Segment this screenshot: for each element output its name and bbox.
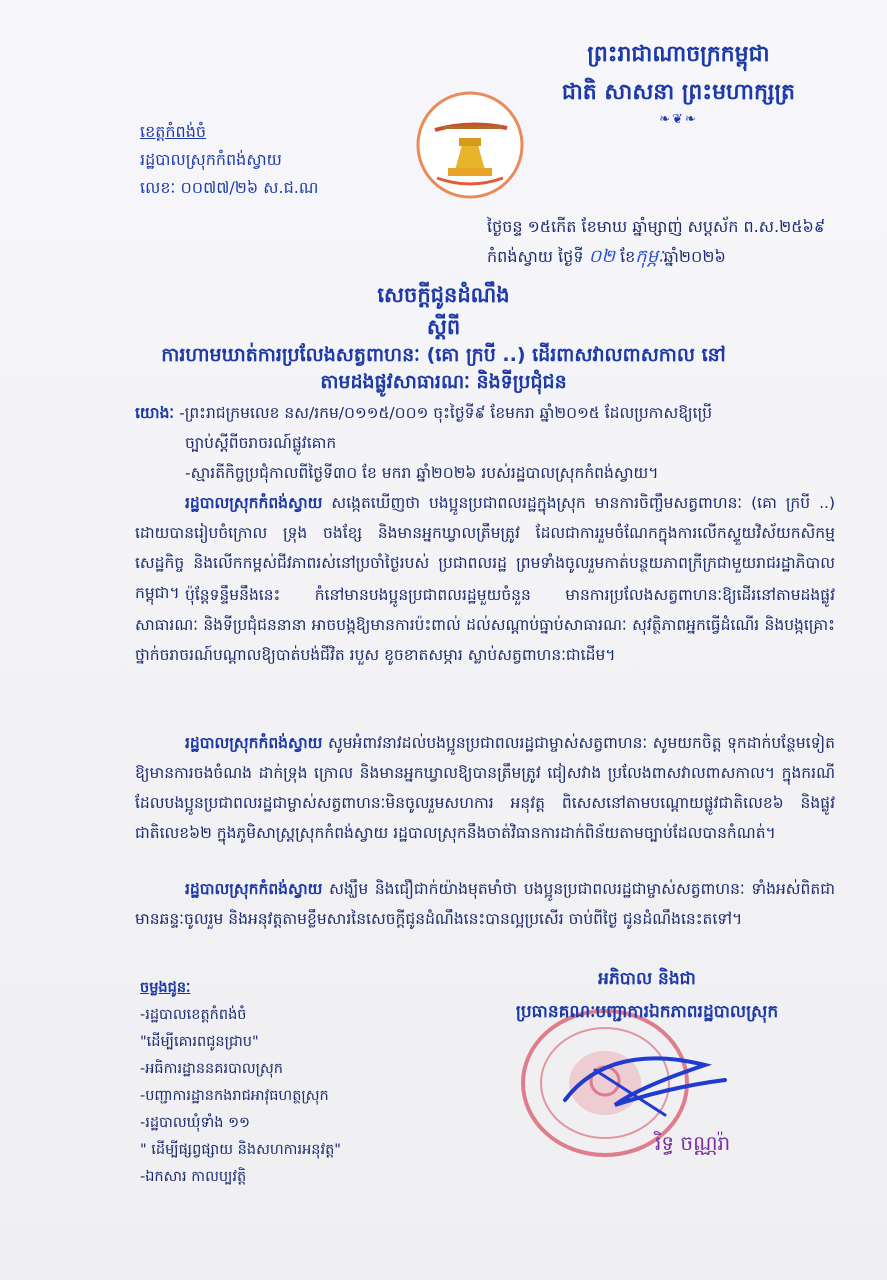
kingdom-header <box>562 40 795 127</box>
subject-line-2: តាមដងផ្លូវសាធារណៈ និងទីប្រជុំជន <box>320 371 567 393</box>
cc-item: -រដ្ឋបាលខេត្តកំពង់ចំ <box>140 1007 247 1023</box>
cc-item: "ដើម្បីគោរពជូនជ្រាប" <box>140 1034 259 1050</box>
signer-name: រិទ្ធ ចណ្ណរ៉ា <box>655 1131 731 1155</box>
kingdom-title: ព្រះរាជាណាចក្រកម្ពុជា <box>587 42 770 67</box>
district-emblem-icon <box>415 90 525 200</box>
paragraph-1: រដ្ឋបាលស្រុកកំពង់ស្វាយ សង្កេតឃើញថា បងប្អូនប្រជាពលរដ្ឋក្នុងស្រុក មានការចិញ្ចឹមសត្វពាហនៈ (គោ ក្របី ..) ដោយបានរៀបចំក្រោល ទ្រុង ចងខ្សែ និងមានអ្នកឃ្វាលត្រឹមត្រូវ ដែលជាការរួមចំណែកក្នុងការលើកស្ទួយវិស័យកសិកម្ម សេដ្ឋកិច្ច និងលើកកម្ពស់ជីវភាពរស់នៅប្រចាំថ្ងៃរបស់ ប្រជាពលរដ្ឋ ព្រមទាំងចូលរួមកាត់បន្ថយភាពក្រីក្រជាមួយរាជរដ្ឋាភិបាលកម្ពុជា។ <box>135 494 835 602</box>
date-month: កុម្ភៈ <box>635 246 664 267</box>
paragraph-4: រដ្ឋបាលស្រុកកំពង់ស្វាយ សង្ឃឹម និងជឿជាក់យ៉ាងមុតមាំថា បងប្អូនប្រជាពលរដ្ឋជាម្ចាស់សត្វពាហនៈ ទាំងអស់ពិតជាមានឆន្ទៈចូលរួម និងអនុវត្តតាមខ្លឹមសារនៃសេចក្តីជូនដំណឹងនេះបានល្អប្រសើរ ចាប់ពីថ្ងៃ ជូនដំណឹងនេះតទៅ។ <box>135 880 835 928</box>
issuer-district: រដ្ឋបាលស្រុកកំពង់ស្វាយ <box>140 150 282 169</box>
reference-item-2: -ស្មារតីកិច្ចប្រជុំកាលពីថ្ងៃទី៣០ ខែ មករា ឆ្នាំ២០២៦ របស់រដ្ឋបាលស្រុកកំពង់ស្វាយ។ <box>185 464 659 482</box>
issuer-block <box>140 118 318 202</box>
cc-item: -អធិការដ្ឋាននគរបាលស្រុក <box>140 1061 284 1077</box>
paragraph-2: ប៉ុន្តែទន្ទឹមនឹងនេះ កំនៅមានបងប្អូនប្រជាពលរដ្ឋមួយចំនួន មានការប្រលែងសត្វពាហនៈឱ្យដើរនៅតាមដងផ្លូវសាធារណៈ និងទីប្រជុំជននានា អាចបង្កឱ្យមានការប៉ះពាល់ ដល់សណ្តាប់ធ្នាប់សាធារណៈ សុវត្ថិភាពអ្នកធ្វើដំណើរ និងបង្កគ្រោះថ្នាក់ចរាចរណ៍បណ្តាលឱ្យបាត់បង់ជីវិត របួស ខូចខាតសម្ភារ ស្លាប់សត្វពាហនៈជាដើម។ <box>135 586 835 664</box>
signature-block <box>442 968 852 1026</box>
ornament-icon: ❧❦❧ <box>659 112 698 127</box>
issuer-province: ខេត្តកំពង់ចំ <box>140 122 207 141</box>
handwritten-signature-icon <box>555 1030 735 1130</box>
cc-item: -បញ្ជាការដ្ឋានកងរាជអាវុធហត្ថស្រុក <box>140 1088 329 1104</box>
subject-line-1: ការហាមឃាត់ការប្រលែងសត្វពាហនៈ (គោ ក្របី ..) ដើរពាសវាលពាសកាល នៅ <box>161 344 726 366</box>
gregorian-date: កំពង់ស្វាយ ថ្ងៃទី ០២ ខែកុម្ភៈឆ្នាំ២០២៦ <box>487 246 726 267</box>
date-block <box>487 212 825 272</box>
reference-label: យោងៈ <box>135 404 175 422</box>
lunar-date: ថ្ងៃចន្ទ ១៥កើត ខែមាឃ ឆ្នាំម្សាញ់ សប្តស័ក ព.ស.២៥៦៩ <box>487 217 826 236</box>
cc-item: -រដ្ឋបាលឃុំទាំង ១១ <box>140 1115 251 1131</box>
cc-item: -ឯកសារ កាលប្បវត្តិ <box>140 1169 247 1185</box>
cc-item: " ដើម្បីផ្សព្វផ្សាយ និងសហការអនុវត្ត" <box>140 1142 341 1158</box>
reference-item-1: -ព្រះរាជក្រមលេខ នស/រកម/០១១៥/០០១ ចុះថ្ងៃទី៩ ខែមករា ឆ្នាំ២០១៥ ដែលប្រកាសឱ្យប្រើ <box>179 404 713 422</box>
cc-list <box>140 975 341 1191</box>
title-about: ស្តីពី <box>426 315 461 339</box>
date-day: ០២ <box>588 246 615 267</box>
signer-title: អភិបាល និងជា <box>598 969 696 989</box>
signer-position: ប្រធានគណៈបញ្ជាការឯកភាពរដ្ឋបាលស្រុក <box>515 1002 779 1022</box>
document-number: លេខៈ ០០៧៧/២៦ ស.ជ.ណ <box>140 178 319 197</box>
cc-header: ចម្លងជូនៈ <box>140 980 191 996</box>
national-motto: ជាតិ សាសនា ព្រះមហាក្សត្រ <box>561 80 795 105</box>
document-kind: សេចក្តីជូនដំណឹង <box>377 283 510 307</box>
reference-block <box>135 398 835 488</box>
reference-item-1-cont: ច្បាប់ស្តីពីចរាចរណ៍ផ្លូវគោក <box>185 434 337 452</box>
paragraph-3: រដ្ឋបាលស្រុកកំពង់ស្វាយ សូមអំពាវនាវដល់បងប្អូនប្រជាពលរដ្ឋជាម្ចាស់សត្វពាហនៈ សូមយកចិត្ត ទុកដាក់បន្ថែមទៀតឱ្យមានការចងចំណង ដាក់ទ្រុង ក្រោល និងមានអ្នកឃ្វាលឱ្យបានត្រឹមត្រូវ ជៀសវាង ប្រលែងពាសវាលពាសកាល។ ក្នុងករណីដែលបងប្អូនប្រជាពលរដ្ឋជាម្ចាស់សត្វពាហនៈមិនចូលរួមសហការ អនុវត្ត ពិសេសនៅតាមបណ្តោយផ្លូវជាតិលេខ៦ និងផ្លូវជាតិលេខ៦២ ក្នុងភូមិសាស្ត្រស្រុកកំពង់ស្វាយ រដ្ឋបាលស្រុកនឹងចាត់វិធានការដាក់ពិន័យតាមច្បាប់ដែលបានកំណត់។ <box>135 734 835 842</box>
